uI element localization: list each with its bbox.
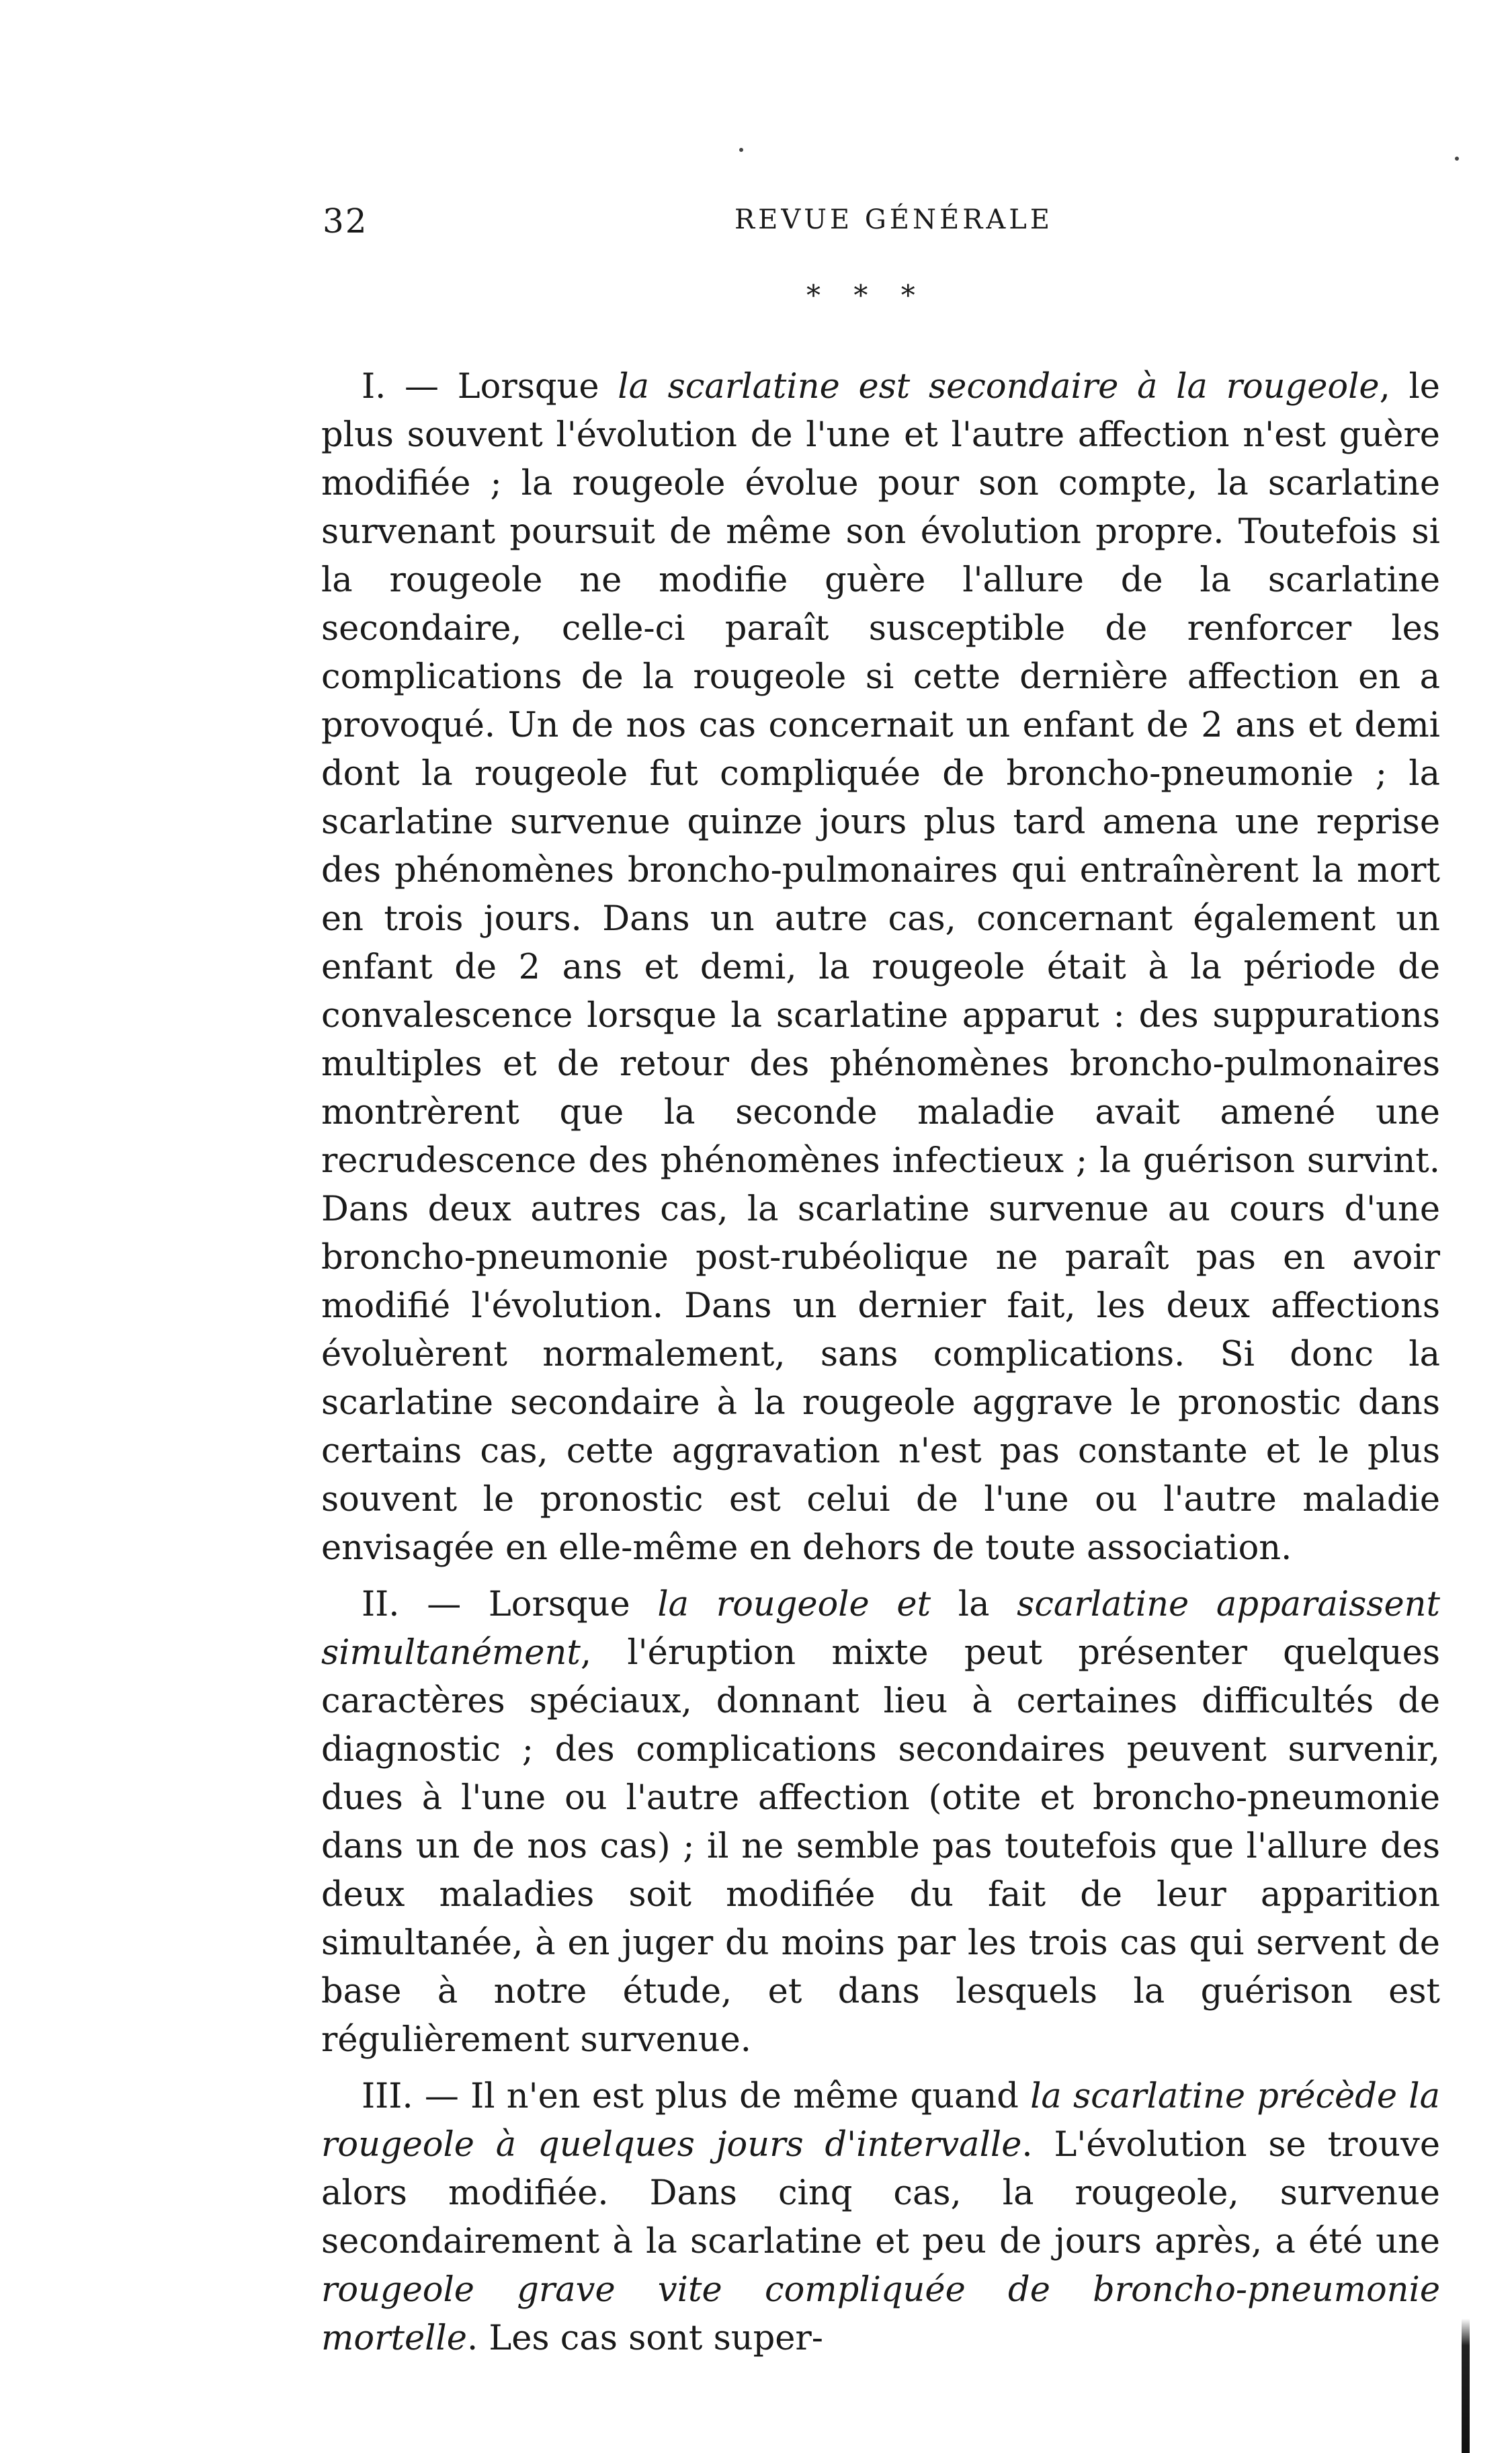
italic-emphasis: rougeole grave vite compliquée de broncho-pneumonie mortelle [321,2270,1440,2358]
section-ornament: * * * [806,279,927,312]
italic-emphasis: la rougeole et [657,1585,931,1624]
paragraph-text: , l'éruption mixte peut présenter quelques caractères spéciaux, donnant lieu à certaines difficultés de diagnostic ; des complications secondaires peuvent survenir, dues à l'une ou l'autre affection (otite et broncho-pneumonie dans un de nos cas) ; il ne semble pas toutefois que l'allure des deux maladies soit modifiée du fait de leur apparition simultanée, à en juger du moins par les trois cas qui servent de base à notre étude, et dans lesquels la guérison est régulièrement survenue. [321,1633,1440,2060]
italic-emphasis: la scarlatine est secondaire à la rougeole [618,367,1380,407]
paragraph-text: III. — Il n'en est plus de même quand [362,2077,1031,2116]
italic-emphasis: la scarlatine précède la rougeole à quelques jours d'intervalle [321,2077,1440,2165]
print-speck [739,148,743,152]
print-speck [1455,157,1459,161]
page-number: 32 [323,202,368,241]
body-text [321,363,1440,2363]
paragraph-text: I. — Lorsque [362,367,618,407]
paragraph-text: II. — Lorsque [362,1585,658,1624]
paragraph-1 [321,363,1440,1573]
paragraph-text: . L'évolution se trouve alors modifiée. Dans cinq cas, la rougeole, survenue secondairement à la scarlatine et peu de jours après, a été une [321,2125,1441,2261]
paragraph-text: , le plus souvent l'évolution de l'une et l'autre affection n'est guère modifiée ; la rougeole évolue pour son compte, la scarlatine survenant poursuit de même son évolution propre. Toutefois si la rougeole ne modifie guère l'allure de la scarlatine secondaire, celle-ci paraît susceptible de renforcer les complications de la rougeole si cette dernière affection en a provoqué. Un de nos cas concernait un enfant de 2 ans et demi dont la rougeole fut compliquée de broncho-pneumonie ; la scarlatine survenue quinze jours plus tard amena une reprise des phénomènes broncho-pulmonaires qui entraînèrent la mort en trois jours. Dans un autre cas, concernant également un enfant de 2 ans et demi, la rougeole était à la période de convalescence lorsque la scarlatine apparut : des suppurations multiples et de retour des phénomènes broncho-pulmonaires montrèrent que la seconde maladie avait amené une recrudescence des phénomènes infectieux ; la guérison survint. Dans deux autres cas, la scarlatine survenue au cours d'une broncho-pneumonie post-rubéolique ne paraît pas en avoir modifié l'évolution. Dans un dernier fait, les deux affections évoluèrent normalement, sans complications. Si donc la scarlatine secondaire à la rougeole aggrave le pronostic dans certains cas, cette aggravation n'est pas constante et le plus souvent le pronostic est celui de l'une ou l'autre maladie envisagée en elle-même en dehors de toute association. [321,367,1440,1568]
paragraph-text: la [931,1585,1017,1624]
running-title: REVUE GÉNÉRALE [734,204,1053,235]
paragraph-text: . Les cas sont super- [466,2319,824,2358]
paragraph-3 [321,2073,1440,2363]
italic-emphasis: scarlatine apparaissent simultanément [321,1585,1440,1673]
paragraph-2 [321,1581,1440,2065]
binding-margin-mark [1462,2319,1470,2453]
page-header [323,202,1465,255]
